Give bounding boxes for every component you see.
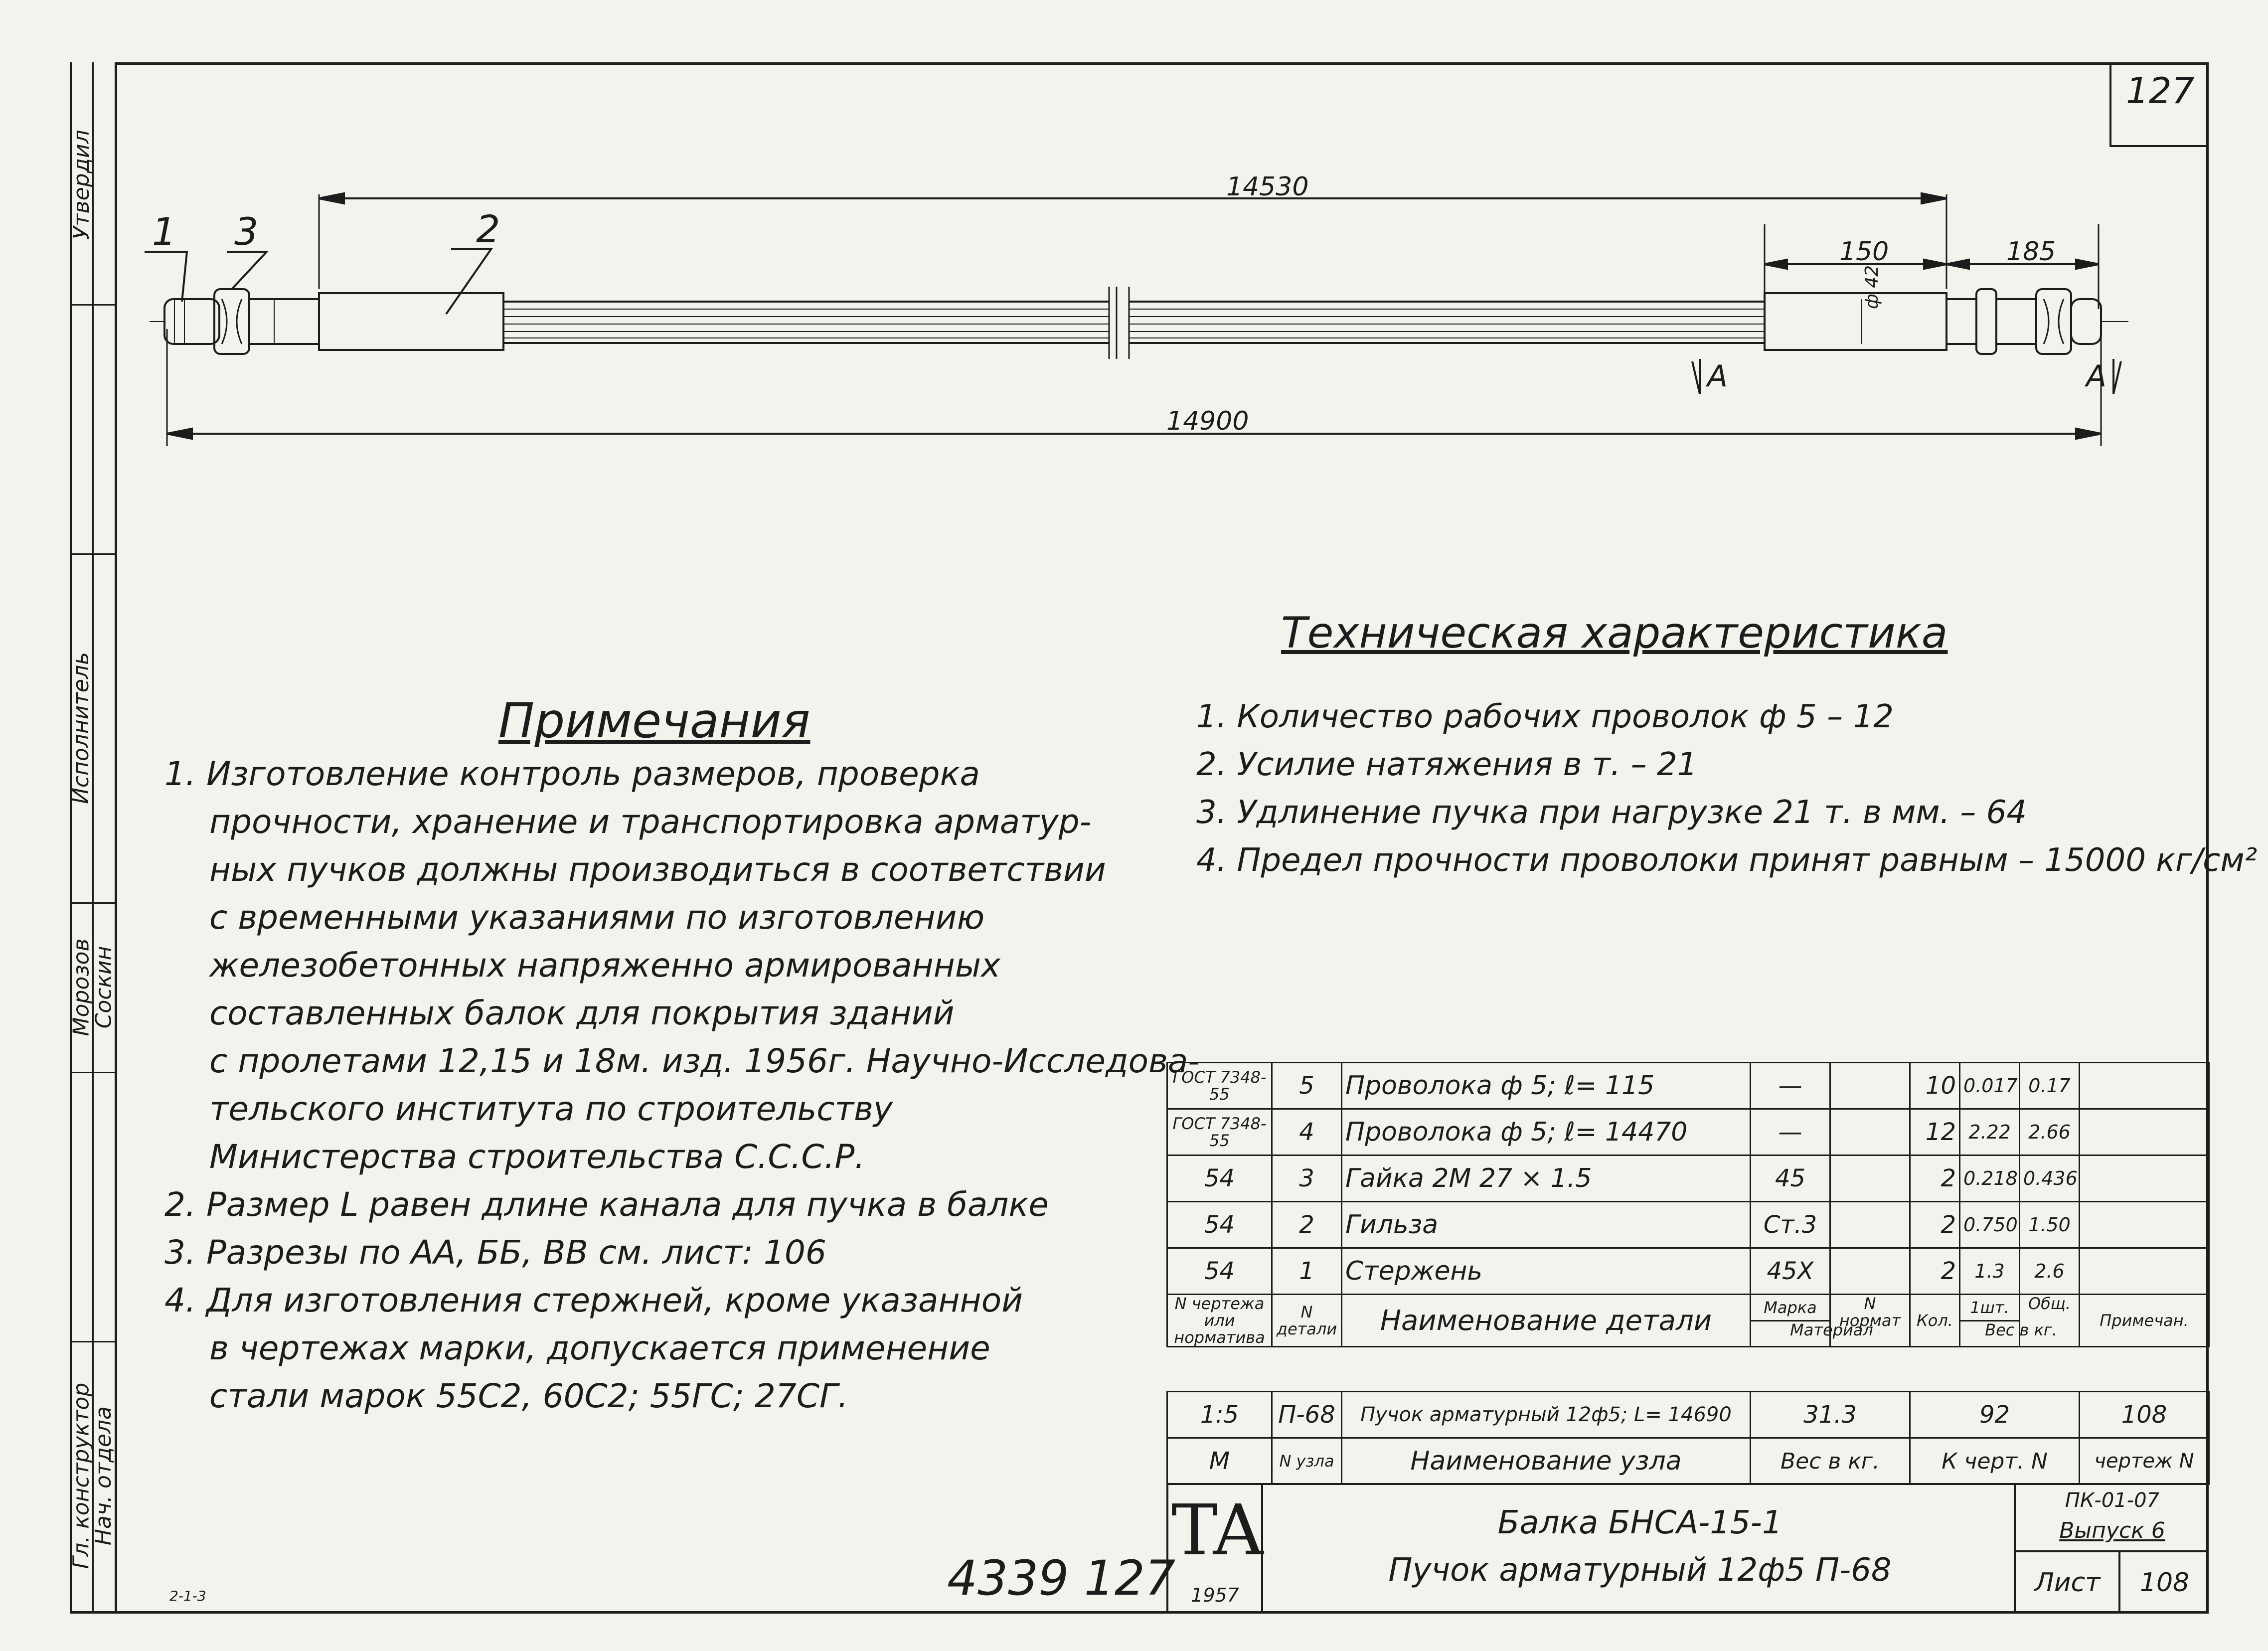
assembly-table: [1166, 1391, 2210, 1485]
dim-total-length: 14900: [1166, 406, 1249, 436]
frame-bottom: [70, 1611, 2209, 1614]
tech-line: 4. Предел прочности проволоки принят равным – 15000 кг/см²: [1196, 842, 2258, 879]
note-line: 2. Размер L равен длине канала для пучка в балке: [164, 1185, 1049, 1224]
spec-cell-mark: Ст.3: [1751, 1202, 1830, 1248]
stamp-executor: Исполнитель: [68, 652, 94, 804]
spec-row: [1167, 1202, 2209, 1248]
title-line-2: Пучок арматурный 12ф5 П-68: [1388, 1552, 1892, 1589]
notes-list: [164, 750, 1200, 1420]
spec-cell-name: Гайка 2М 27 × 1.5: [1342, 1156, 1751, 1202]
assembly-header-row: М N узла Наименование узла Вес в кг. К черт. N чертеж N: [1167, 1438, 2209, 1485]
spec-cell-note: [2080, 1063, 2209, 1109]
org-logo: ТА: [1171, 1489, 1259, 1571]
spec-cell-std: 54: [1167, 1202, 1272, 1248]
note-line: составленных балок для покрытия зданий: [209, 994, 955, 1032]
note-line: 4. Для изготовления стержней, кроме указанной: [164, 1281, 1023, 1320]
note-line: Министерства строительства С.С.С.Р.: [209, 1138, 865, 1176]
spec-cell-w1: 1.3: [1960, 1248, 2020, 1295]
spec-cell-qty: 2: [1910, 1156, 1960, 1202]
note-line: 1. Изготовление контроль размеров, проверка: [164, 755, 980, 793]
tech-line: 1. Количество рабочих проволок ф 5 – 12: [1196, 698, 1894, 735]
spec-cell-name: Проволока ф 5; ℓ= 115: [1342, 1063, 1751, 1109]
sheet-number: 127: [2126, 70, 2195, 112]
tech-line: 2. Усилие натяжения в т. – 21: [1196, 746, 1698, 783]
dim-end-185: 185: [2006, 237, 2056, 267]
tendon-drawing: [0, 0, 2268, 498]
section-mark-left: A: [1707, 359, 1728, 394]
spec-cell-w1: 0.750: [1960, 1202, 2020, 1248]
note-line: в чертежах марки, допускается применение: [209, 1329, 990, 1367]
note-line: тельского института по строительству: [209, 1090, 893, 1128]
spec-cell-mark: 45: [1751, 1156, 1830, 1202]
spec-cell-wt: 2.6: [2020, 1248, 2080, 1295]
spec-cell-pos: 3: [1272, 1156, 1342, 1202]
note-line: с пролетами 12,15 и 18м. изд. 1956г. Научно-Исследова-: [209, 1042, 1200, 1080]
tech-line: 3. Удлинение пучка при нагрузке 21 т. в мм. – 64: [1196, 794, 2027, 831]
spec-cell-w1: 0.218: [1960, 1156, 2020, 1202]
note-line: прочности, хранение и транспортировка арматур-: [209, 803, 1092, 841]
spec-cell-pos: 2: [1272, 1202, 1342, 1248]
spec-cell-norm: [1830, 1156, 1910, 1202]
spec-cell-name: Гильза: [1342, 1202, 1751, 1248]
spec-row: [1167, 1156, 2209, 1202]
spec-cell-std: ГОСТ 7348-55: [1167, 1109, 1272, 1156]
spec-cell-qty: 2: [1910, 1202, 1960, 1248]
spec-cell-note: [2080, 1156, 2209, 1202]
sheet-no: 108: [2139, 1568, 2190, 1598]
dim-end-150: 150: [1839, 237, 1889, 267]
spec-cell-std: 54: [1167, 1156, 1272, 1202]
spec-table: [1166, 1062, 2210, 1347]
dim-diameter: ф 42: [1862, 265, 1882, 309]
spec-cell-qty: 10: [1910, 1063, 1960, 1109]
tech-title: Техническая характеристика: [1281, 608, 1948, 658]
spec-cell-mark: 45Х: [1751, 1248, 1830, 1295]
spec-cell-std: ГОСТ 7348-55: [1167, 1063, 1272, 1109]
spec-cell-wt: 2.66: [2020, 1109, 2080, 1156]
note-line: ных пучков должны производиться в соответствии: [209, 850, 1106, 889]
spec-cell-note: [2080, 1248, 2209, 1295]
archive-number: 4339 127: [947, 1550, 1176, 1606]
spec-cell-wt: 0.436: [2020, 1156, 2080, 1202]
spec-row: [1167, 1063, 2209, 1109]
spec-cell-note: [2080, 1202, 2209, 1248]
notes-title: Примечания: [498, 693, 810, 749]
issue-number: Выпуск 6: [2059, 1517, 2165, 1543]
spec-cell-w1: 2.22: [1960, 1109, 2020, 1156]
spec-cell-norm: [1830, 1063, 1910, 1109]
spec-cell-pos: 5: [1272, 1063, 1342, 1109]
spec-row: [1167, 1248, 2209, 1295]
stamp-name-2: Соскин: [91, 946, 117, 1028]
spec-row: [1167, 1109, 2209, 1156]
tech-list: [1196, 693, 2257, 884]
spec-cell-mark: —: [1751, 1109, 1830, 1156]
dim-bundle-length: 14530: [1226, 172, 1309, 202]
spec-header-row: N чертежа или норматива N детали Наименование детали Марка Материал N нормат Кол. 1шт. Вес в кг. Общ. Примечан.: [1167, 1295, 2209, 1347]
leader-3: 3: [234, 209, 259, 254]
spec-cell-norm: [1830, 1202, 1910, 1248]
note-line: 3. Разрезы по АА, ББ, ВВ см. лист: 106: [164, 1233, 826, 1272]
spec-cell-pos: 1: [1272, 1248, 1342, 1295]
stamp-approver: Утвердил: [68, 129, 94, 240]
spec-cell-qty: 2: [1910, 1248, 1960, 1295]
note-line: стали марок 55С2, 60С2; 55ГС; 27СГ.: [209, 1377, 848, 1415]
spec-cell-wt: 0.17: [2020, 1063, 2080, 1109]
title-line-1: Балка БНСА-15-1: [1497, 1504, 1782, 1541]
stamp-name-1: Морозов: [68, 938, 94, 1036]
spec-cell-mark: —: [1751, 1063, 1830, 1109]
spec-cell-std: 54: [1167, 1248, 1272, 1295]
spec-cell-pos: 4: [1272, 1109, 1342, 1156]
spec-cell-norm: [1830, 1248, 1910, 1295]
note-line: с временными указаниями по изготовлению: [209, 898, 985, 937]
spec-cell-name: Проволока ф 5; ℓ= 14470: [1342, 1109, 1751, 1156]
note-line: железобетонных напряженно армированных: [209, 946, 1001, 985]
leader-2: 2: [476, 207, 500, 251]
spec-cell-norm: [1830, 1109, 1910, 1156]
spec-cell-qty: 12: [1910, 1109, 1960, 1156]
spec-cell-wt: 1.50: [2020, 1202, 2080, 1248]
spec-cell-name: Стержень: [1342, 1248, 1751, 1295]
title-year: 1957: [1191, 1584, 1239, 1606]
spec-cell-w1: 0.017: [1960, 1063, 2020, 1109]
stamp-chief-engineer: Гл. конструктор: [68, 1382, 94, 1569]
assembly-row: 1:5 П-68 Пучок арматурный 12ф5; L= 14690 31.3 92 108: [1167, 1392, 2209, 1438]
stamp-dept-head: Нач. отдела: [91, 1406, 117, 1545]
series-code: ПК-01-07: [2065, 1489, 2160, 1512]
leader-1: 1: [152, 209, 176, 254]
corner-mark: 2-1-3: [169, 1588, 206, 1604]
spec-cell-note: [2080, 1109, 2209, 1156]
section-mark-right: A: [2086, 359, 2107, 394]
sheet-label: Лист: [2034, 1568, 2101, 1598]
